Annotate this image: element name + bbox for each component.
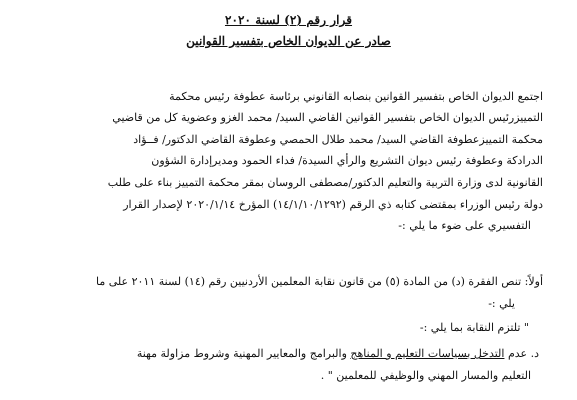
paragraph-line: التفسيري على ضوء ما يلي :- [398, 219, 531, 232]
paragraph-line: القانونية لدى وزارة التربية والتعليم الدكتور/مصطفى الروسان بمقر محكمة التمييز بناء على طلب [107, 176, 543, 189]
paragraph-line: دولة رئيس الوزراء بمقتضى كتابه ذي الرقم (١٤/١/١٠/١٢٩٢) المؤرخ ٢٠٢٠/١/١٤ لإصدار القرار [123, 198, 543, 211]
decision-subtitle: صادر عن الديوان الخاص بتفسير القوانين [186, 34, 391, 48]
clause-d-continuation: التعليم والمسار المهني والوظيفي للمعلمين " . [320, 369, 531, 382]
paragraph-line: الدرادكة وعطوفة رئيس ديوان التشريع والرأي السيدة/ فداء الحمود ومديرإدارة الشؤون [151, 154, 543, 167]
article-first-line: أولاً: تنص الفقرة (د) من المادة (٥) من قانون نقابة المعلمين الأردنيين رقم (١٤) لسنة ٢٠١١ على ما [95, 275, 543, 288]
quoted-clause-intro: " تلتزم النقابة بما يلي :- [419, 321, 529, 334]
paragraph-line: محكمة التمييزعطوفة القاضي السيد/ محمد طلال الحمصي وعطوفة القاضي الدكتور/ فــؤاد [133, 133, 543, 146]
paragraph-line: اجتمع الديوان الخاص بتفسير القوانين بنصابه القانوني برئاسة عطوفة رئيس محكمة [169, 90, 543, 103]
clause-d-prefix: د. عدم [504, 347, 539, 360]
clause-d-suffix: والبرامج والمعايير المهنية وشروط مزاولة مهنة [136, 347, 351, 360]
paragraph-line: التمييزرئيس الديوان الخاص بتفسير القوانين القاضي السيد/ محمد الغزو وعضوية كل من قاضيي [112, 111, 543, 124]
clause-d-underlined-text: التدخل بسياسات التعليم و المناهج [350, 347, 505, 360]
decision-title: قرار رقم (٢) لسنة ٢٠٢٠ [224, 13, 353, 27]
article-follows-label: يلي :- [488, 297, 515, 310]
clause-d-line [137, 345, 539, 363]
